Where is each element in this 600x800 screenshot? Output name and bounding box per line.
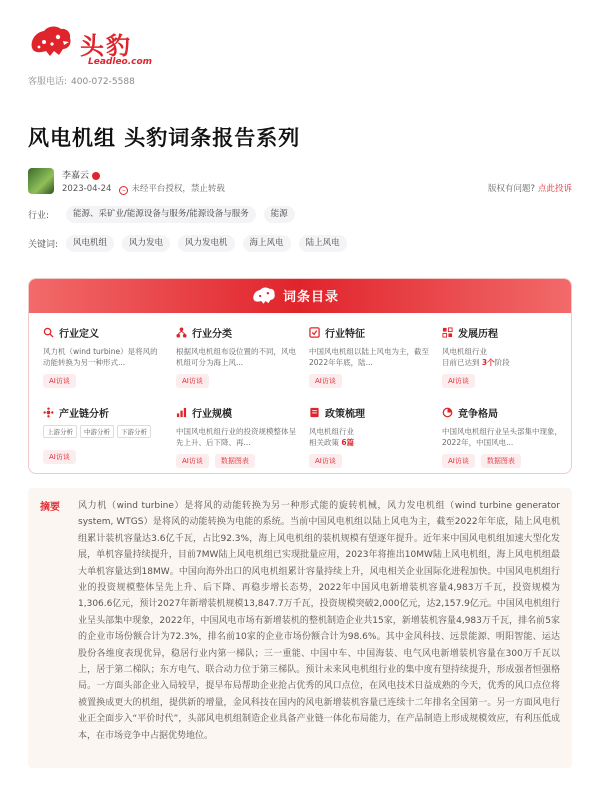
keyword-tag[interactable]: 风力发电 [122, 235, 170, 252]
complain-text: 版权有问题? [487, 184, 535, 194]
abstract-section [28, 488, 572, 768]
catalog-item-desc: 中国风电机组以陆上风电为主，截至2022年年底，陆... [309, 347, 429, 367]
complain-area [488, 182, 572, 194]
catalog-item-competition[interactable] [442, 405, 562, 468]
hotline-label: 客服电话: [28, 77, 68, 87]
chain-icon [43, 407, 54, 418]
catalog-item-scale[interactable] [176, 405, 296, 468]
ai-interview-button[interactable]: AI访谈 [176, 374, 209, 388]
catalog-item-title: 竞争格局 [458, 409, 498, 420]
catalog-item-desc-pre: 风电机组行业 [442, 347, 487, 356]
feature-icon [309, 327, 320, 338]
catalog-item-desc [309, 426, 429, 448]
copyright-notice: 未经平台授权，禁止转载 [131, 184, 225, 194]
author-name[interactable] [62, 168, 100, 181]
keyword-tag[interactable]: 风电机组 [66, 235, 114, 252]
ai-interview-button[interactable]: AI访谈 [176, 454, 209, 468]
avatar[interactable] [28, 168, 54, 194]
leadleo-logo[interactable] [28, 22, 158, 78]
leopard-logo-icon [28, 22, 74, 62]
ai-interview-button[interactable]: AI访谈 [442, 374, 475, 388]
catalog-item-history[interactable] [442, 325, 562, 388]
certified-icon [92, 172, 100, 180]
catalog-item-title: 行业定义 [59, 329, 99, 340]
catalog-header [29, 279, 571, 313]
industry-tag[interactable]: 能源 [264, 206, 295, 223]
catalog-item-feature[interactable] [309, 325, 429, 388]
ai-interview-button[interactable]: AI访谈 [309, 374, 342, 388]
catalog-item-title: 产业链分析 [59, 409, 109, 420]
catalog-item-title: 行业分类 [192, 329, 232, 340]
abstract-text: 风力机（wind turbine）是将风的动能转换为另一种形式能的旋转机械，风力发电机组（wind turbine generator system, WTGS）是将风的动能转换为电能的系统。当前中国风电机组以陆上风电为主，截至2022年年底，陆上风电机组累计装机容量达3.6亿千瓦，占比92.3%，海上风电机组的装机规模有望逐年提升。近年来中国风电机组加速大型化发展，单机容量持续提升，目前7MW陆上风电机组已实现批量应用，2023年将推出10MW陆上风电机组，海上风电机组最大单机容量达到18MW。中国向海外出口的风电机组累计容量持续上升，风电相关企业国际化进程加快。中国风电机组行业的投资规模整体呈先上升、后下降、再稳步增长态势，2022年中国风电新增装机容量4,983万千瓦，投资规模为1,306.6亿元，预计2027年新增装机规模13,847.7万千瓦，投资规模突破2,000亿元，达2,157.9亿元。中国风电机组行业呈头部集中现象，2022年，中国风电市场有新增装机的整机制造企业共15家，新增装机容量4,983万千瓦，排名前5家的企业市场份额合计为72.3%，排名前10家的企业市场份额合计为98.6%。其中金风科技、远景能源、明阳智能、运达股份各维度表现优异，稳居行业内第一梯队；三一重能、中国中车、中国海装、电气风电新增装机容量在300万千瓦以上，居于第二梯队；东方电气、联合动力位于第三梯队。预计未来风电机组行业的集中度有望持续提升，形成强者恒强格局。一方面头部企业入局较早，提早布局帮助企业抢占优秀的风口点位，在风电技术日益成熟的今天，优秀的风口点位将被置换成更大的机组，提供新的增量，金风科技在国内的风电新增装机容量已连续十二年排名全国第一。另一方面风电行业正全面步入“平价时代”，头部风电机组制造企业具备产业链一体化布局能力，在产品制造上形成规模效应，有利压低成本，在市场竞争中占据优势地位。 [78, 501, 560, 741]
history-icon [442, 327, 453, 338]
catalog-item-desc-mid: 目前已达到 [442, 358, 482, 367]
catalog-item-classification[interactable] [176, 325, 296, 388]
industry-row [28, 206, 303, 223]
hotline [28, 74, 135, 87]
leopard-logo-icon [251, 285, 277, 307]
catalog-panel [28, 278, 572, 474]
competition-icon [442, 407, 453, 418]
catalog-item-desc-post: 阶段 [494, 358, 510, 367]
catalog-item-policy[interactable] [309, 405, 429, 468]
brand-name-en: Leadleo.com [88, 57, 153, 67]
keyword-tag[interactable]: 陆上风电 [299, 235, 347, 252]
abstract-label: 摘要 [40, 502, 60, 513]
ai-interview-button[interactable]: AI访谈 [43, 450, 76, 464]
ai-interview-button[interactable]: AI访谈 [43, 374, 76, 388]
article-meta [62, 182, 225, 195]
data-chart-button[interactable]: 数据图表 [481, 454, 521, 468]
keywords-label: 关键词: [28, 240, 59, 250]
complain-link[interactable]: 点此投诉 [537, 184, 572, 194]
industry-label: 行业: [28, 211, 50, 221]
industry-tag[interactable]: 能源、采矿业/能源设备与服务/能源设备与服务 [66, 206, 256, 223]
brand-name-cn: 头豹 [80, 32, 132, 60]
catalog-item-title: 行业特征 [325, 329, 365, 340]
keyword-tag[interactable]: 风力发电机 [178, 235, 235, 252]
catalog-item-desc [442, 346, 562, 368]
author-name-text: 李嘉云 [62, 171, 90, 181]
catalog-item-desc-pre: 风电机组行业 [309, 427, 354, 436]
scale-icon [176, 407, 187, 418]
ai-interview-button[interactable]: AI访谈 [309, 454, 342, 468]
stage-count: 3个 [481, 358, 495, 367]
catalog-item-title: 发展历程 [458, 329, 498, 340]
definition-icon [43, 327, 54, 338]
catalog-item-desc: 中国风电机组行业呈头部集中现象，2022年，中国风电... [442, 427, 562, 447]
keywords-row [28, 235, 355, 252]
publish-date: 2023-04-24 [62, 184, 112, 194]
downstream-chip[interactable]: 下游分析 [117, 425, 151, 438]
policy-count: 6篇 [341, 438, 355, 447]
data-chart-button[interactable]: 数据图表 [215, 454, 255, 468]
catalog-item-definition[interactable] [43, 325, 163, 388]
catalog-item-title: 行业规模 [192, 409, 232, 420]
upstream-chip[interactable]: 上游分析 [43, 425, 77, 438]
catalog-item-title: 政策梳理 [325, 409, 365, 420]
catalog-item-desc: 根据风电机组布设位置的不同，风电机组可分为海上风... [176, 347, 296, 367]
classification-icon [176, 327, 187, 338]
policy-icon [309, 407, 320, 418]
keyword-tag[interactable]: 海上风电 [243, 235, 291, 252]
catalog-item-desc-mid: 相关政策 [309, 438, 342, 447]
catalog-item-desc: 风力机（wind turbine）是将风的动能转换为另一种形式... [43, 347, 158, 367]
midstream-chip[interactable]: 中游分析 [80, 425, 114, 438]
ai-interview-button[interactable]: AI访谈 [442, 454, 475, 468]
hotline-number: 400-072-5588 [71, 77, 135, 87]
catalog-title: 词条目录 [283, 290, 340, 305]
no-entry-icon: – [119, 186, 128, 195]
catalog-item-desc: 中国风电机组行业的投资规模整体呈先上升、后下降、再... [176, 427, 296, 447]
page-title: 风电机组 头豹词条报告系列 [28, 126, 301, 150]
catalog-item-chain[interactable] [43, 405, 163, 464]
